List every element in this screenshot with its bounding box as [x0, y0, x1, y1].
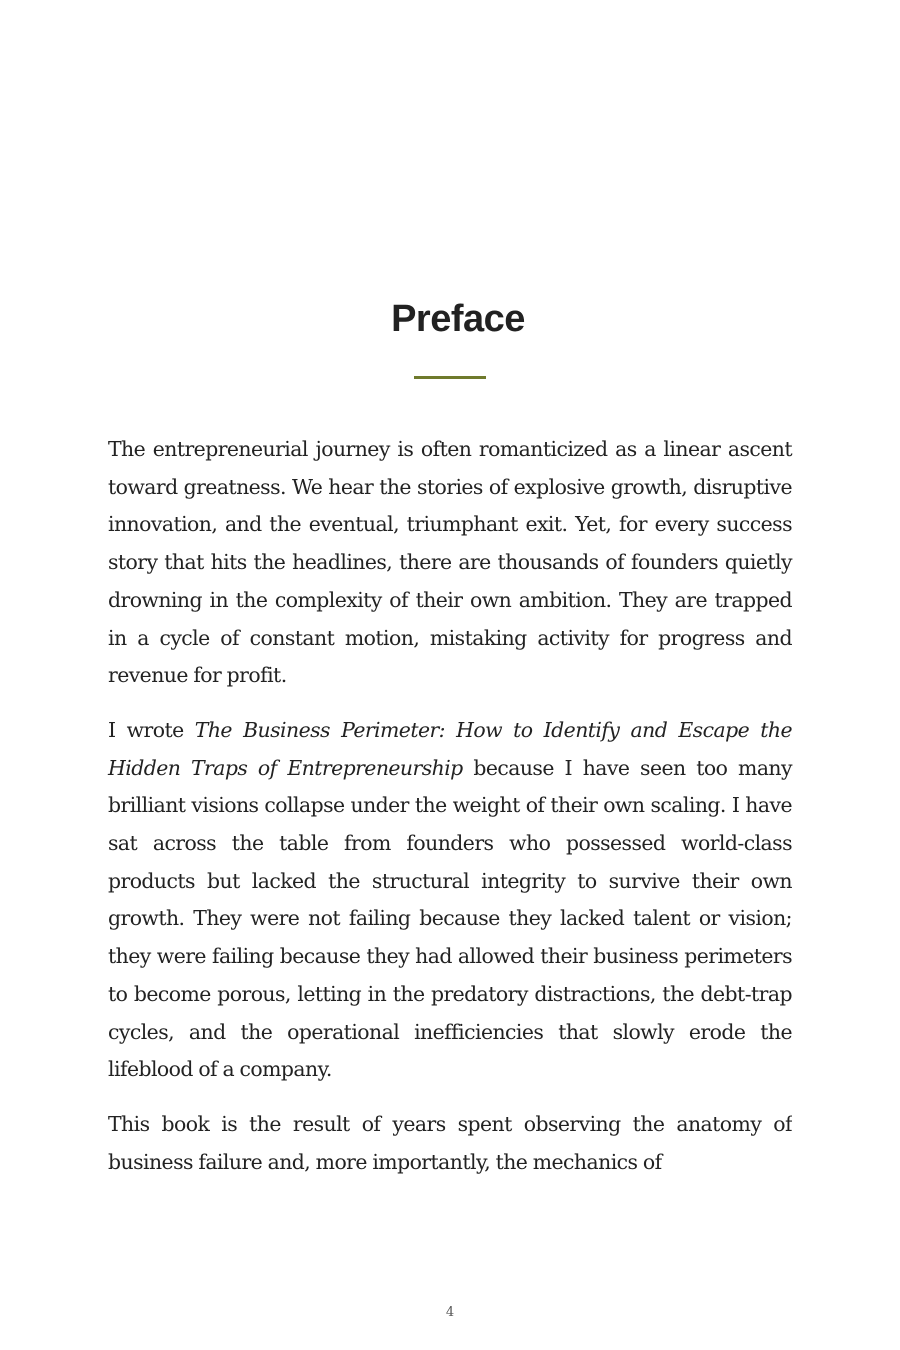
paragraph-2-rest: because I have seen too many brilliant visions collapse under the weight of their own scaling. I have sat across the table from founders who possessed world-class products but lacked the structural integrity to survive their own growth. They were not failing because they lacked talent or vision; they were failing because they had allowed their business perimeters to become porous, letting in the predatory distractions, the debt-trap cycles, and the operational inefficiencies that slowly erode the lifeblood of a company.	[108, 755, 792, 1082]
chapter-title: Preface	[391, 298, 525, 340]
paragraph-3: This book is the result of years spent observing the anatomy of business failure and, more importantly, the mechanics of	[108, 1111, 792, 1174]
book-title-italic: The Business Perimeter: How to Identify and Escape the Hidden Traps of Entrepreneurship	[108, 717, 792, 780]
paragraph-1: The entrepreneurial journey is often romanticized as a linear ascent toward greatness. We hear the stories of explosive growth, disruptive innovation, and the eventual, triumphant exit. Yet, for every success story that hits the headlines, there are thousands of founders quietly drowning in the complexity of their own ambition. They are trapped in a cycle of constant motion, mistaking activity for progress and revenue for profit.	[108, 437, 792, 688]
body-text	[108, 431, 792, 1198]
page-number: 4	[445, 1305, 455, 1320]
paragraph-2-lead: I wrote	[108, 717, 195, 742]
paragraph-2	[108, 712, 792, 1089]
title-divider	[414, 376, 486, 379]
